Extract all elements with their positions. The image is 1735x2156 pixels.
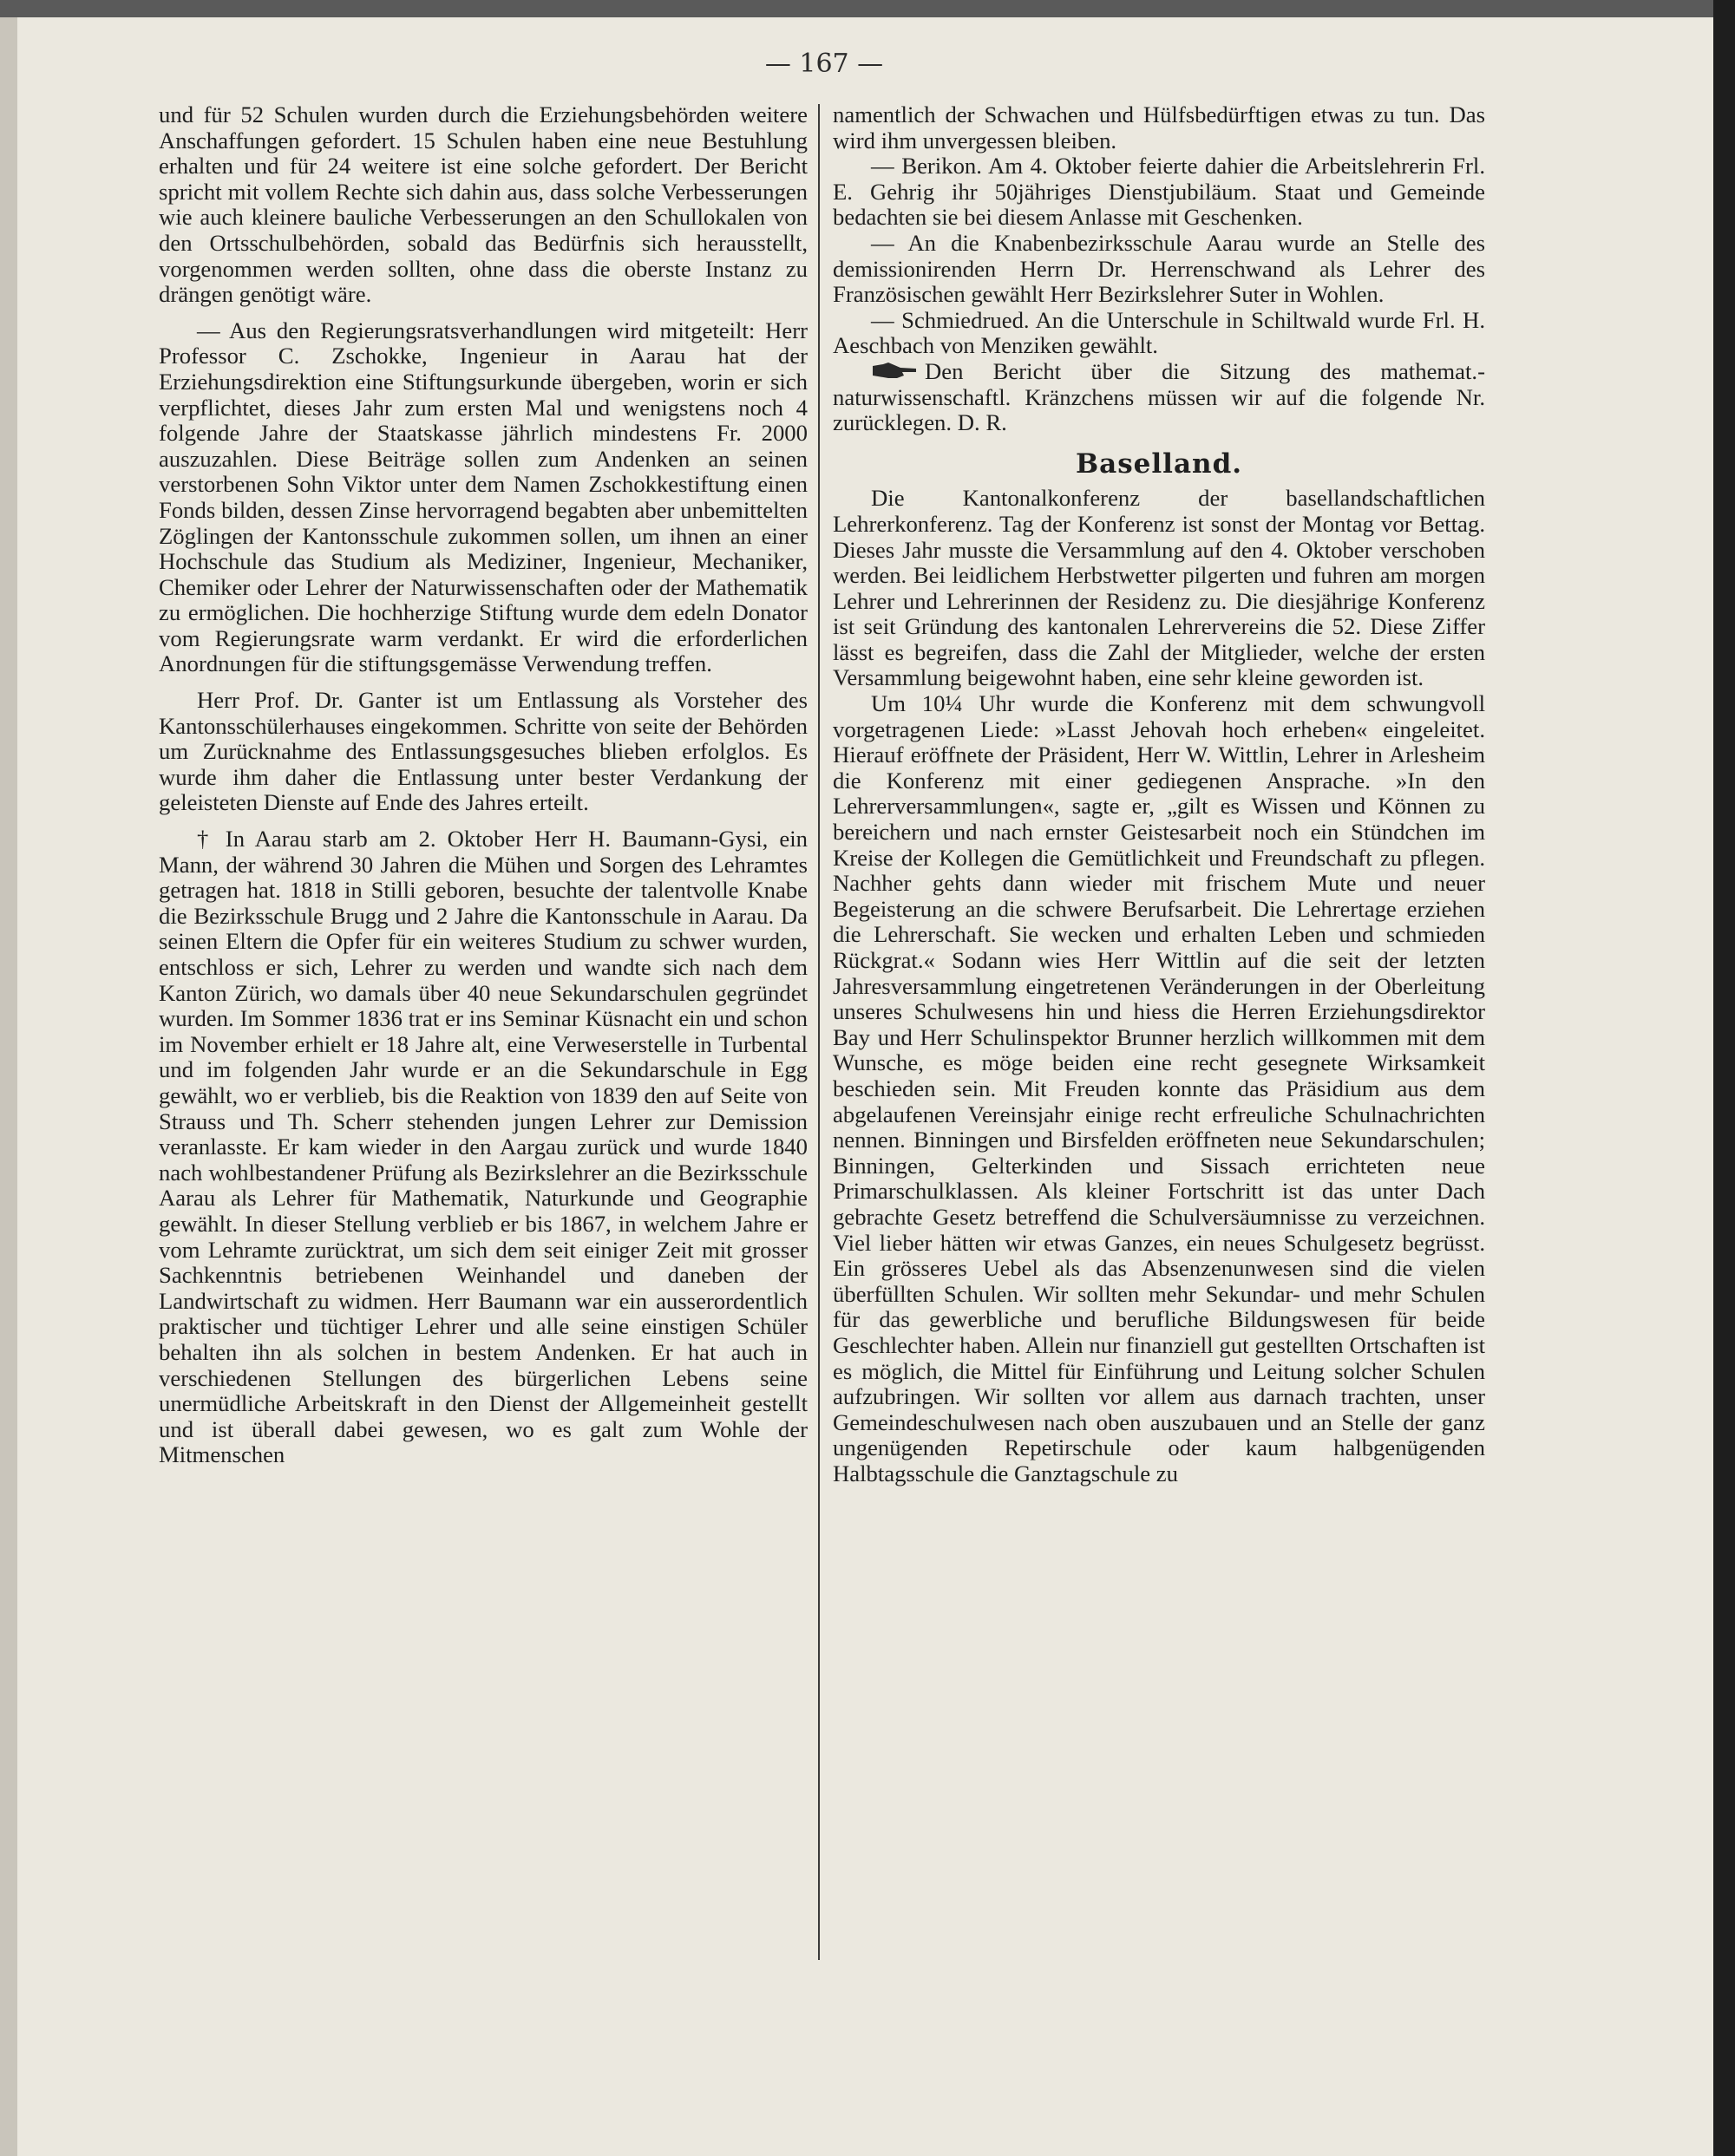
paragraph: Um 10¼ Uhr wurde die Konferenz mit dem schwungvoll vorgetragenen Liede: »Lasst Jehovah hoch erheben« eingeleitet. Hierauf eröffnete der Präsident, Herr W. Wittlin, Lehrer in Arlesheim die Konferenz mit einer gediegenen Ansprache. »In den Lehrerversammlungen«, sagte er, „gilt es Wissen und Können zu bereichern und nach ernster Geistesarbeit noch ein Stündchen im Kreise der Kollegen die Gemütlichkeit und Freundschaft zu pflegen. Nachher gehts dann wieder mit frischem Mute und neuer Begeisterung an die schwere Berufsarbeit. Die Lehrertage erziehen die Lehrerschaft. Sie wecken und erhalten Leben und schmieden Rückgrat.« Sodann wies Herr Wittlin auf die seit der letzten Jahresversammlung eingetretenen Veränderungen in der Oberleitung unseres Schulwesens hin und hiess die Herren Erziehungsdirektor Bay und Herr Schulinspektor Brunner herzlich willkommen mit dem Wunsche, es möge beiden eine recht gesegnete Wirksamkeit beschieden sein. Mit Freuden konnte das Präsidium aus dem abgelaufenen Vereinsjahr einige recht erfreuliche Schulnachrichten nennen. Binningen und Birsfelden eröffneten neue Sekundarschulen; Binningen, Gelterkinden und Sissach errichteten neue Primarschulklassen. Als kleiner Fortschritt ist das unter Dach gebrachte Gesetz betreffend die Schulversäumnisse zu verzeichnen. Viel lieber hätten wir etwas Ganzes, ein neues Schulgesetz begrüsst. Ein grösseres Uebel als das Absenzenunwesen sind die vielen überfüllten Schulen. Wir sollten mehr Sekundar- und mehr Schulen für das gewerbliche und berufliche Bildungswesen für beide Geschlechter haben. Allein nur finanziell gut gestellten Ortschaften ist es möglich, die Mittel für Einführung und Leitung solcher Schulen aufzubringen. Wir sollten vor allem aus darnach trachten, unser Gemeindeschulwesen nach oben auszubauen und an Stelle der ganz ungenügenden Repetirschule oder kaum halbgenügenden Halbtagsschule die Ganztagschule zu [833, 690, 1485, 1486]
scan-border-right [1713, 0, 1735, 2156]
paragraph: † In Aarau starb am 2. Oktober Herr H. Baumann-Gysi, ein Mann, der während 30 Jahren die Mühen und Sorgen des Lehramtes getragen hat. 1818 in Stilli geboren, besuchte der talentvolle Knabe die Bezirksschule Brugg und 2 Jahre die Kantonsschule in Aarau. Da seinen Eltern die Opfer für ein weiteres Studium zu schwer wurden, entschloss er sich, Lehrer zu werden und wandte sich nach dem Kanton Zürich, wo damals über 40 neue Sekundarschulen gegründet wurden. Im Sommer 1836 trat er ins Seminar Küsnacht ein und schon im November erhielt er 18 Jahre alt, eine Verweserstelle in Turbental und im folgenden Jahr wurde er an die Sekundarschule in Egg gewählt, wo er verblieb, bis die Reaktion von 1839 den auf Seite von Strauss und Th. Scherr stehenden jungen Lehrer zur Demission veranlasste. Er kam wieder in den Aargau zurück und wurde 1840 nach wohlbestandener Prüfung als Bezirkslehrer an die Bezirksschule Aarau als Lehrer für Mathematik, Naturkunde und Geographie gewählt. In dieser Stellung verblieb er bis 1867, in welchem Jahre er vom Lehramte zurücktrat, um sich dem seit einiger Zeit mit grosser Sachkenntnis betriebenen Weinhandel und daneben der Landwirtschaft zu widmen. Herr Baumann war ein ausserordentlich praktischer und tüchtiger Lehrer und alle seine einstigen Schüler behalten ihn als solchen in bestem Andenken. Er hat auch in verschiedenen Stellungen des bürgerlichen Lebens seine unermüdliche Arbeitskraft in den Dienst der Allgemeinheit gestellt und ist überall dabei gewesen, wo es galt zum Wohle der Mitmenschen [159, 826, 808, 1468]
column-divider [818, 104, 820, 1960]
editorial-note [833, 359, 1485, 436]
page-spine [0, 17, 17, 2156]
section-title: Baselland. [1075, 448, 1243, 480]
paragraph: — Berikon. Am 4. Oktober feierte dahier die Arbeitslehrerin Frl. E. Gehrig ihr 50jähriges Dienstjubiläum. Staat und Gemeinde bedachten sie bei diesem Anlasse mit Geschenken. [833, 153, 1485, 231]
paragraph: Die Kantonalkonferenz der basellandschaftlichen Lehrerkonferenz. Tag der Konferenz ist sonst der Montag vor Bettag. Dieses Jahr musste die Versammlung auf den 4. Oktober verschoben werden. Bei leidlichem Herbstwetter pilgerten und fuhren am morgen Lehrer und Lehrerinnen der Residenz zu. Die diesjährige Konferenz ist seit Gründung des kantonalen Lehrervereins die 52. Diese Ziffer lässt es begreifen, dass die Zahl der Mitglieder, welche der ersten Versammlung beigewohnt haben, eine sehr kleine geworden ist. [833, 485, 1485, 691]
pointing-hand-icon [871, 361, 918, 382]
right-column [833, 102, 1485, 1486]
paragraph: namentlich der Schwachen und Hülfsbedürftigen etwas zu tun. Das wird ihm unvergessen bleiben. [833, 101, 1485, 154]
scan-border-top [0, 0, 1713, 17]
paragraph: und für 52 Schulen wurden durch die Erziehungsbehörden weitere Anschaffungen gefordert. 15 Schulen haben eine neue Bestuhlung erhalten und für 24 weitere ist eine solche gefordert. Der Bericht spricht mit vollem Rechte sich dahin aus, dass solche Verbesserungen wie auch kleinere bauliche Verbesserungen an den Schullokalen von den Ortsschulbehörden, sobald das Bedürfnis sich herausstellt, vorgenommen werden sollten, ohne dass die oberste Instanz zu drängen genötigt wäre. [159, 101, 808, 308]
paragraph: — Aus den Regierungsratsverhandlungen wird mitgeteilt: Herr Professor C. Zschokke, Ingenieur in Aarau hat der Erziehungsdirektion eine Stiftungsurkunde übergeben, worin er sich verpflichtet, dieses Jahr zum ersten Mal und wenigstens noch 4 folgende Jahre der Staatskasse jährlich mindestens Fr. 2000 auszuzahlen. Diese Beiträge sollen zum Andenken an seinen verstorbenen Sohn Viktor unter dem Namen Zschokkestiftung einen Fonds bilden, dessen Zinse hervorragend begabten aber unbemittelten Zöglingen der Kantonsschule zukommen sollen, um ihnen an einer Hochschule das Studium als Mediziner, Ingenieur, Mechaniker, Chemiker oder Lehrer der Naturwissenschaften oder der Mathematik zu ermöglichen. Die hochherzige Stiftung wurde dem edeln Donator vom Regierungsrate warm verdankt. Er wird die erforderlichen Anordnungen für die stiftungsgemässe Verwendung treffen. [159, 317, 808, 677]
editorial-note-text: Den Bericht über die Sitzung des mathemat.-naturwissenschaftl. Kränzchens müssen wir auf die folgende Nr. zurücklegen. D. R. [833, 357, 1485, 436]
paragraph: — An die Knabenbezirksschule Aarau wurde an Stelle des demissionirenden Herrn Dr. Herrenschwand als Lehrer des Französischen gewählt Herr Bezirkslehrer Suter in Wohlen. [833, 229, 1485, 308]
paragraph: — Schmiedrued. An die Unterschule in Schiltwald wurde Frl. H. Aeschbach von Menziken gewählt. [833, 306, 1485, 359]
paragraph: Herr Prof. Dr. Ganter ist um Entlassung als Vorsteher des Kantonsschülerhauses eingekommen. Schritte von seite der Behörden um Zurücknahme des Entlassungsgesuches blieben erfolglos. Es wurde ihm daher die Entlassung unter bester Verdankung der geleisteten Dienste auf Ende des Jahres erteilt. [159, 687, 808, 816]
page-number: — 167 — [764, 49, 884, 79]
left-column [159, 102, 808, 1468]
